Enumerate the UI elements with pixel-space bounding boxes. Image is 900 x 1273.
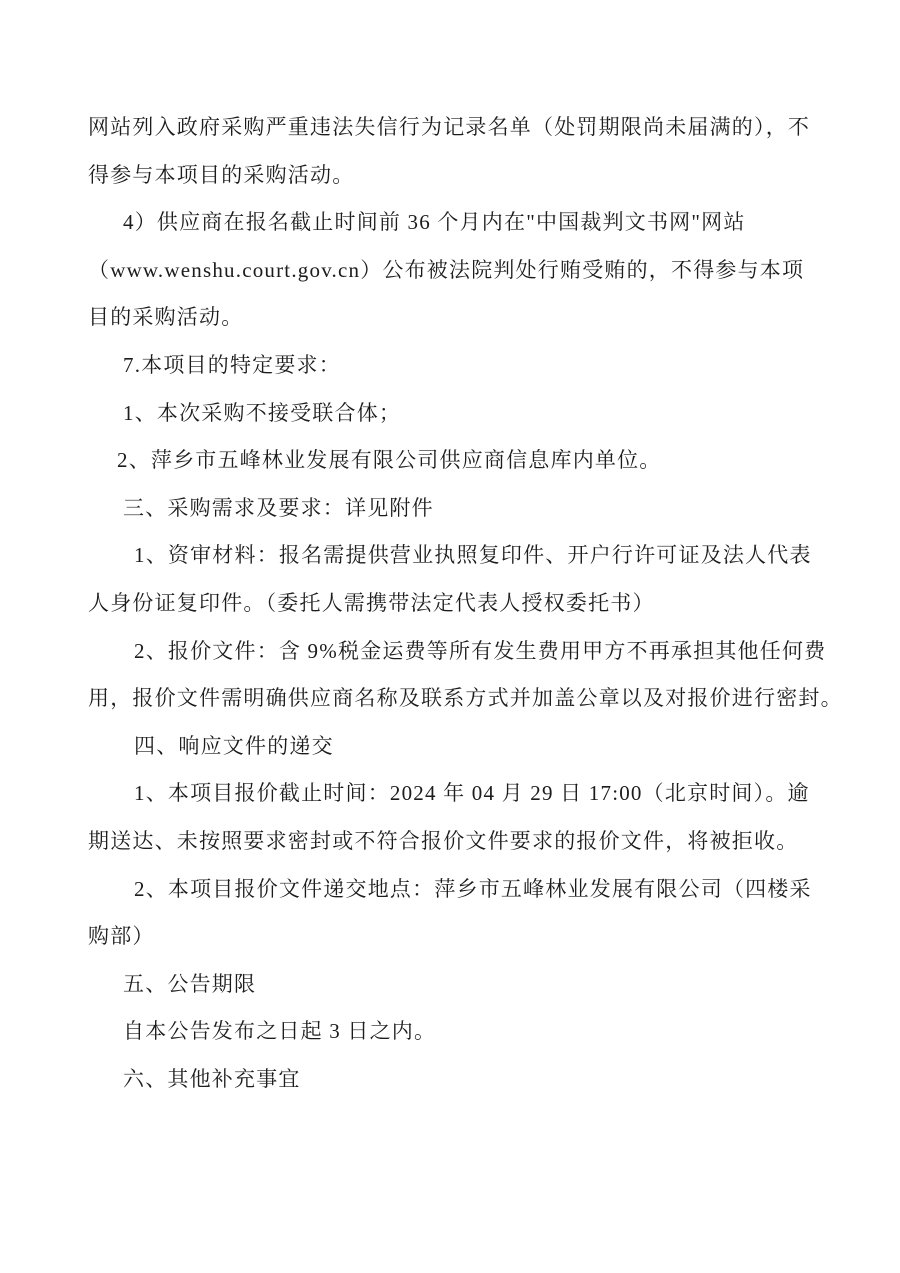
- doc-line-16: 期送达、未按照要求密封或不符合报价文件要求的报价文件，将被拒收。: [88, 828, 799, 853]
- doc-line-6: 7.本项目的特定要求：: [123, 352, 341, 377]
- doc-line-19: 五、公告期限: [123, 971, 257, 996]
- doc-line-12: 2、报价文件：含 9%税金运费等所有发生费用甲方不再承担其他任何费: [134, 638, 827, 663]
- doc-line-18: 购部）: [88, 924, 155, 949]
- doc-line-4: （www.wenshu.court.gov.cn）公布被法院判处行贿受贿的，不得参与本项: [88, 257, 805, 282]
- doc-line-9: 三、采购需求及要求：详见附件: [123, 495, 434, 520]
- doc-line-17: 2、本项目报价文件递交地点：萍乡市五峰林业发展有限公司（四楼采: [134, 876, 812, 901]
- doc-line-11: 人身份证复印件。（委托人需携带法定代表人授权委托书）: [88, 590, 655, 615]
- document-text-block: [88, 104, 862, 1103]
- doc-line-10: 1、资审材料：报名需提供营业执照复印件、开户行许可证及法人代表: [134, 543, 812, 568]
- doc-line-14: 四、响应文件的递交: [134, 733, 334, 758]
- doc-line-2: 得参与本项目的采购活动。: [88, 162, 355, 187]
- doc-line-8: 2、萍乡市五峰林业发展有限公司供应商信息库内单位。: [117, 448, 662, 473]
- doc-line-3: 4）供应商在报名截止时间前 36 个月内在"中国裁判文书网"网站: [123, 210, 746, 235]
- doc-line-5: 目的采购活动。: [88, 305, 244, 330]
- doc-line-13: 用，报价文件需明确供应商名称及联系方式并加盖公章以及对报价进行密封。: [88, 686, 843, 711]
- doc-line-21: 六、其他补充事宜: [123, 1066, 301, 1091]
- doc-line-1: 网站列入政府采购严重违法失信行为记录名单（处罚期限尚未届满的），不: [88, 115, 811, 139]
- doc-line-7: 1、本次采购不接受联合体；: [123, 400, 402, 425]
- doc-line-15: 1、本项目报价截止时间：2024 年 04 月 29 日 17:00（北京时间）。逾: [134, 781, 810, 806]
- doc-line-20: 自本公告发布之日起 3 日之内。: [123, 1019, 437, 1044]
